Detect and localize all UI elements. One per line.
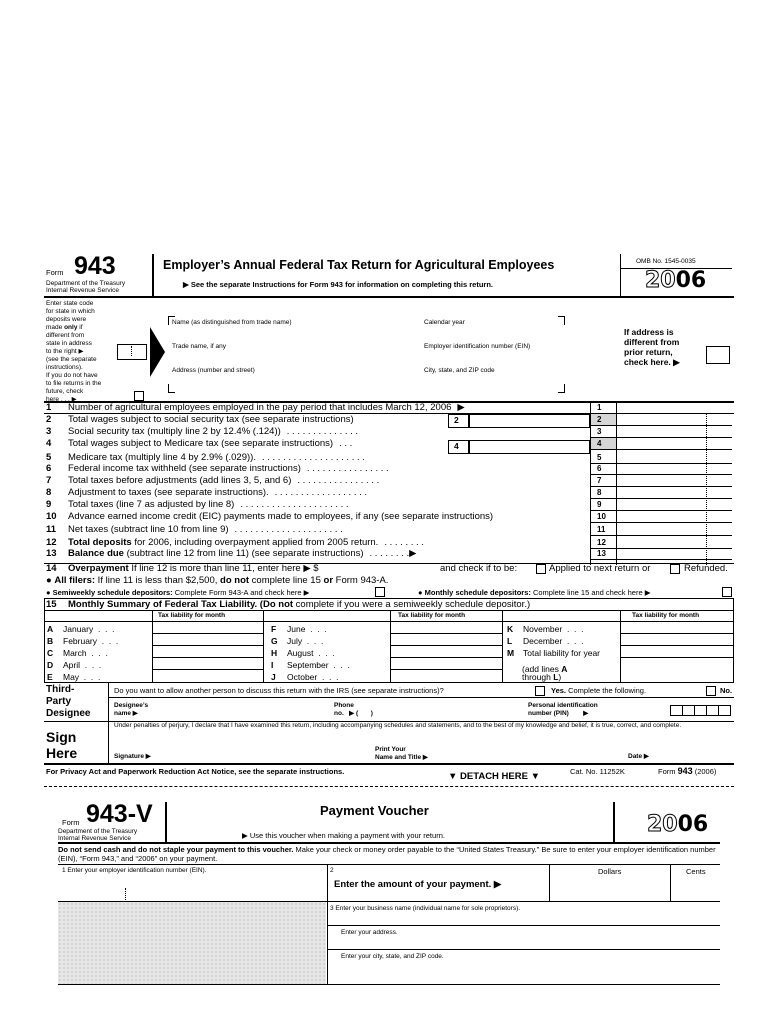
- monthly-note: ● Monthly schedule depositors: Complete line 15 and check here ▶: [418, 588, 651, 597]
- month-label-c: C March . . .: [47, 648, 108, 658]
- tax-year: 2006: [645, 268, 707, 293]
- line-7-amount-input[interactable]: [617, 475, 732, 487]
- address-label: Address (number and street): [172, 367, 255, 374]
- signature-label: Signature ▶: [114, 753, 151, 760]
- designee-heading: Third- Party Designee: [46, 684, 91, 719]
- name-label: Name (as distinguished from trade name): [172, 319, 292, 326]
- designee-question: Do you want to allow another person to discuss this return with the IRS (see separate instructions)?: [114, 686, 444, 695]
- line-1-box-number: 1: [597, 403, 602, 412]
- month-liability-i[interactable]: [391, 658, 502, 670]
- monthly-checkbox[interactable]: [722, 587, 732, 597]
- line-9-box-number: 9: [597, 500, 602, 509]
- catalog-number: Cat. No. 11252K: [570, 767, 625, 776]
- line-4: 4 Total wages subject to Medicare tax (see separate instructions) . . .: [46, 438, 353, 449]
- department-line: Department of the Treasury: [46, 280, 126, 287]
- designee-yes-label: Yes. Complete the following.: [551, 686, 647, 695]
- line-12-box-number: 12: [597, 538, 606, 547]
- month-label-b: B February . . .: [47, 636, 119, 646]
- form-title: Employer’s Annual Federal Tax Return for Agricultural Employees: [163, 258, 555, 272]
- line-13: 13 Balance due (subtract line 12 from line 11) (see separate instructions) . . . . . . . .▶: [46, 548, 417, 559]
- state-code-instructions: Enter state code for state in which deposits were made only if different from state in address to the right ▶ (see the separate instructions). If you do not have to file returns in the future, check here . . . ▶: [46, 300, 102, 403]
- line-4-box-number: 4: [597, 439, 602, 448]
- date-label: Date ▶: [628, 753, 649, 760]
- line-2: 2 Total wages subject to social security tax (see separate instructions): [46, 414, 354, 425]
- designee-name-label: Designee’s name ▶: [114, 702, 149, 717]
- line-8: 8 Adjustment to taxes (see separate instructions). . . . . . . . . . . . . . . . . . .: [46, 487, 368, 498]
- month-liability-h[interactable]: [391, 646, 502, 658]
- line-3: 3 Social security tax (multiply line 2 by 12.4% (.124)) . . . . . . . . . . . . . .: [46, 426, 359, 437]
- month-label-k: K November . . .: [507, 624, 584, 634]
- line-4-amount-input[interactable]: [617, 438, 732, 450]
- designee-no-label: No.: [720, 686, 733, 695]
- line-9-amount-input[interactable]: [617, 499, 732, 511]
- month-liability-c[interactable]: [153, 646, 263, 658]
- print-name-label: Print Your Name and Title ▶: [375, 746, 428, 761]
- voucher-city-label: Enter your city, state, and ZIP code.: [341, 953, 444, 960]
- month-label-l: L December . . .: [507, 636, 584, 646]
- omb-number: OMB No. 1545-0035: [636, 258, 696, 265]
- address-change-text: If address is different from prior return, check here. ▶: [624, 327, 680, 367]
- col-header-1: Tax liability for month: [158, 612, 226, 619]
- month-liability-d[interactable]: [153, 658, 263, 670]
- voucher-address-label: Enter your address.: [341, 929, 398, 936]
- line-7: 7 Total taxes before adjustments (add lines 3, 5, and 6) . . . . . . . . . . . . . . . .: [46, 475, 380, 486]
- designee-pin-label: Personal identification number (PIN) ▶: [528, 702, 598, 717]
- month-label-g: G July . . .: [271, 636, 324, 646]
- voucher-amount-label: Enter the amount of your payment. ▶: [334, 879, 502, 890]
- voucher-dept: Department of the Treasury: [58, 828, 138, 835]
- line-2-amount[interactable]: [468, 414, 590, 428]
- ein-label: Employer identification number (EIN): [424, 343, 531, 350]
- voucher-form-label: Form: [62, 818, 80, 827]
- voucher-title: Payment Voucher: [320, 803, 429, 818]
- applied-label: Applied to next return or: [549, 563, 651, 574]
- line-14: 14 Overpayment If line 12 is more than line 11, enter here ▶ $: [46, 563, 319, 574]
- refunded-label: Refunded.: [684, 563, 728, 574]
- designee-phone-label: Phone no. ▶ ( ): [334, 702, 373, 717]
- line-12: 12 Total deposits for 2006, including overpayment applied from 2005 return. . . . . . . . .: [46, 537, 424, 548]
- line-11-box-number: 11: [597, 525, 606, 534]
- line-6: 6 Federal income tax withheld (see separate instructions) . . . . . . . . . . . . . . . .: [46, 463, 389, 474]
- voucher-ein-label: 1 Enter your employer identification number (EIN).: [62, 867, 207, 874]
- month-label-e: E May . . .: [47, 672, 101, 682]
- shaded-area: [58, 902, 326, 984]
- semiweekly-checkbox[interactable]: [375, 587, 385, 597]
- form-number: 943: [74, 252, 116, 280]
- line-15-title: 15 Monthly Summary of Federal Tax Liability. (Do not complete if you were a semiweekly schedule depositor.): [46, 599, 531, 610]
- privacy-notice: For Privacy Act and Paperwork Reduction Act Notice, see the separate instructions.: [46, 767, 345, 776]
- all-filers-note: ● All filers: If line 11 is less than $2,500, do not complete line 15 or Form 943-A.: [46, 575, 389, 586]
- line-14-check-text: and check if to be:: [440, 563, 518, 574]
- dollars-label: Dollars: [598, 867, 622, 876]
- line-7-box-number: 7: [597, 476, 602, 485]
- col-header-3: Tax liability for month: [632, 612, 700, 619]
- refunded-checkbox[interactable]: [670, 564, 680, 574]
- month-liability-f[interactable]: [391, 622, 502, 634]
- calendar-year-label: Calendar year: [424, 319, 465, 326]
- perjury-statement: Under penalties of perjury, I declare that I have examined this return, including accompanying schedules and statements, and to the best of my knowledge and belief, it is true, correct, and complete.: [114, 722, 682, 729]
- final-return-checkbox[interactable]: [134, 391, 144, 401]
- line-9: 9 Total taxes (line 7 as adjusted by line 8) . . . . . . . . . . . . . . . . . . . . .: [46, 499, 349, 510]
- month-liability-b[interactable]: [153, 634, 263, 646]
- line-13-amount-input[interactable]: [617, 548, 732, 560]
- line-5: 5 Medicare tax (multiply line 4 by 2.9% (.029)). . . . . . . . . . . . . . . . . . . . .: [46, 452, 365, 463]
- line-11-amount-input[interactable]: [617, 524, 732, 536]
- applied-next-return-checkbox[interactable]: [536, 564, 546, 574]
- address-change-checkbox[interactable]: [706, 346, 730, 364]
- month-label-i: I September . . .: [271, 660, 350, 670]
- month-liability-g[interactable]: [391, 634, 502, 646]
- month-liability-k[interactable]: [621, 622, 733, 634]
- designee-pin-boxes[interactable]: [670, 705, 731, 716]
- line-11: 11 Net taxes (subtract line 10 from line 9) . . . . . . . . . . . . . . . . . . . . .: [46, 524, 343, 535]
- line-3-box-number: 3: [597, 427, 602, 436]
- line-4-amount[interactable]: [468, 440, 590, 454]
- form-subtitle: ▶ See the separate Instructions for Form 943 for information on completing this return.: [183, 280, 493, 289]
- sign-here-heading: Sign Here: [46, 729, 78, 761]
- form-label: Form: [46, 268, 64, 277]
- line-6-amount-input[interactable]: [617, 463, 732, 475]
- payment-dollars-input[interactable]: [550, 877, 669, 900]
- month-label-h: H August . . .: [271, 648, 335, 658]
- arrow-right-icon: [150, 327, 166, 377]
- m-line3: through L): [522, 672, 562, 682]
- month-label-j: J October . . .: [271, 672, 339, 682]
- designee-no-checkbox[interactable]: [706, 686, 716, 696]
- month-liability-a[interactable]: [153, 622, 263, 634]
- month-liability-j[interactable]: [391, 670, 502, 681]
- line-2-amount-input[interactable]: [617, 414, 732, 426]
- month-liability-l[interactable]: [621, 634, 733, 646]
- voucher-irs: Internal Revenue Service: [58, 835, 131, 842]
- designee-yes-checkbox[interactable]: [535, 686, 545, 696]
- irs-line: Internal Revenue Service: [46, 287, 119, 294]
- detach-here: ▼ DETACH HERE ▼: [448, 771, 540, 782]
- month-label-f: F June . . .: [271, 624, 327, 634]
- voucher-year: 2006: [647, 812, 709, 837]
- voucher-instruction: ▶ Use this voucher when making a payment with your return.: [242, 831, 445, 840]
- city-label: City, state, and ZIP code: [424, 367, 495, 374]
- line-8-amount-input[interactable]: [617, 487, 732, 499]
- line-5-box-number: 5: [597, 453, 602, 462]
- voucher-box2-num: 2: [330, 867, 334, 874]
- col-header-2: Tax liability for month: [398, 612, 466, 619]
- voucher-form-number: 943-V: [86, 800, 153, 828]
- voucher-business-name-label: 3 Enter your business name (individual name for sole proprietors).: [330, 905, 521, 912]
- line-10: 10 Advance earned income credit (EIC) payments made to employees, if any (see separate instructions): [46, 511, 494, 522]
- line-10-amount-input[interactable]: [617, 511, 732, 523]
- line-3-amount-input[interactable]: [617, 426, 732, 438]
- month-liability-m[interactable]: [621, 646, 733, 658]
- state-code-input[interactable]: [117, 344, 147, 360]
- month-liability-e[interactable]: [153, 670, 263, 681]
- month-label-d: D April . . .: [47, 660, 102, 670]
- cents-label: Cents: [686, 867, 706, 876]
- line-8-box-number: 8: [597, 488, 602, 497]
- semiweekly-note: ● Semiweekly schedule depositors: Complete Form 943-A and check here ▶: [46, 588, 310, 597]
- footer-form: Form 943 (2006): [658, 766, 717, 776]
- payment-cents-input[interactable]: [671, 877, 719, 900]
- line-6-box-number: 6: [597, 464, 602, 473]
- line-2-box-number: 2: [597, 415, 602, 424]
- line-13-box-number: 13: [597, 549, 606, 558]
- voucher-warning: Do not send cash and do not staple your payment to this voucher. Make your check or money order payable to the “United States Treasury.” Be sure to enter your employer identification number (EIN), “Form 943,” and “2006” on your payment.: [58, 845, 716, 863]
- trade-name-label: Trade name, if any: [172, 343, 226, 350]
- month-label-a: A January . . .: [47, 624, 115, 634]
- line-1: 1 Number of agricultural employees employed in the pay period that includes March 12, 2006 ▶: [46, 402, 465, 413]
- line-10-box-number: 10: [597, 512, 606, 521]
- m-line2: (add lines A: [522, 664, 568, 674]
- month-label-m: M Total liability for year: [507, 648, 601, 658]
